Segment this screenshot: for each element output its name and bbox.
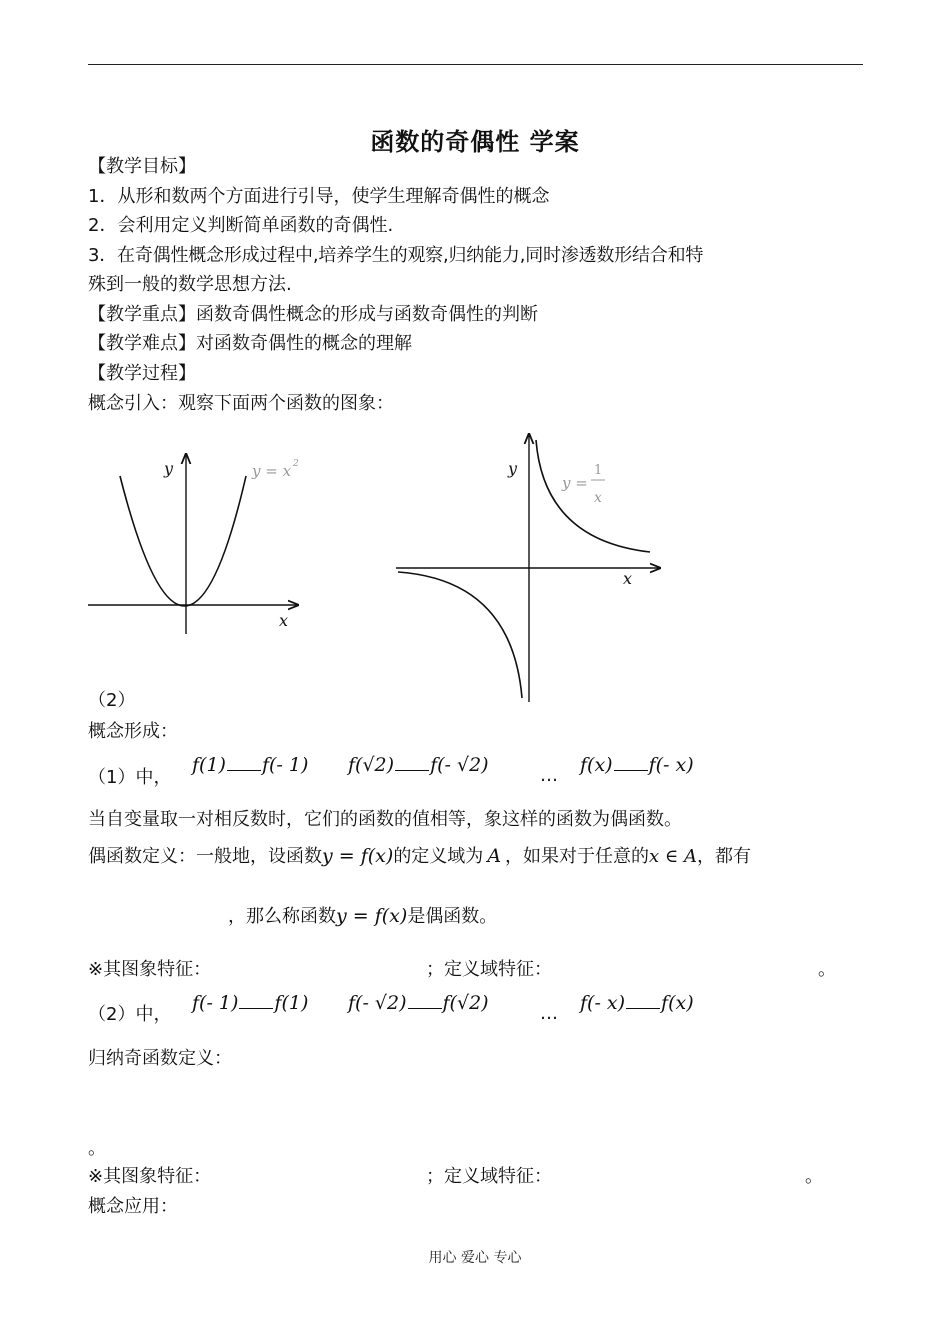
- hyperbola-branch-negative: [398, 572, 522, 698]
- goal-1: 1．从形和数两个方面进行引导，使学生理解奇偶性的概念: [88, 186, 550, 207]
- even-definition: [88, 843, 751, 870]
- f-of-minus-1: f(- 1): [192, 992, 239, 1014]
- answer-blank[interactable]: [395, 752, 429, 771]
- y-axis-label: y: [164, 459, 174, 478]
- odd-definition: 归纳奇函数定义：: [88, 1048, 232, 1069]
- part2-prefix: （2）中，: [88, 1004, 172, 1025]
- even-definition-cont: [228, 903, 497, 930]
- goal-2: 2．会利用定义判断简单函数的奇偶性.: [88, 215, 394, 236]
- even-compare-3: [580, 752, 694, 776]
- parabola-curve: [120, 476, 246, 606]
- part1-prefix: （1）中，: [88, 767, 172, 788]
- hyperbola-branch-positive: [536, 440, 650, 552]
- answer-blank[interactable]: [239, 990, 273, 1009]
- answer-blank[interactable]: [614, 752, 648, 771]
- f-of-1: f(1): [274, 992, 309, 1014]
- even-def-text-a: 偶函数定义：一般地，设函数: [88, 846, 322, 867]
- concept-application: 概念应用：: [88, 1196, 178, 1217]
- curve-denominator: x: [594, 490, 602, 506]
- odd-feature-end: 。: [805, 1166, 823, 1187]
- goal-heading: 【教学目标】: [88, 156, 196, 177]
- even-feature-end: 。: [818, 959, 836, 980]
- label-2: （2）: [88, 690, 136, 711]
- odd-feature-label: ※其图象特征：: [88, 1166, 212, 1187]
- curve-numerator: 1: [594, 463, 603, 478]
- even-compare-2: [348, 752, 489, 776]
- even-def-text-c: ，如果对于任意的: [505, 846, 650, 867]
- even-def-text-e: ，那么称函数: [228, 906, 336, 927]
- x-in-A: x ∈ A: [649, 846, 697, 867]
- f-of-minus-1: f(- 1): [261, 754, 309, 776]
- page-footer: 用心 爱心 专心: [428, 1250, 522, 1266]
- odd-domain-label: ；定义域特征：: [426, 1166, 552, 1187]
- f-of-x: f(x): [580, 754, 613, 776]
- answer-blank[interactable]: [626, 990, 660, 1009]
- f-of-x: f(x): [661, 992, 694, 1014]
- odd-compare-1: [192, 990, 308, 1014]
- teaching-process: 【教学过程】: [88, 363, 196, 384]
- page-title: 函数的奇偶性 学案: [370, 128, 580, 156]
- even-def-text-b: 的定义域为: [393, 846, 484, 867]
- f-of-1: f(1): [192, 754, 226, 776]
- even-domain-label: ；定义域特征：: [426, 959, 552, 980]
- even-compare-1: [192, 752, 308, 776]
- curve-exponent: 2: [293, 459, 299, 469]
- goal-3a: 3．在奇偶性概念形成过程中,培养学生的观察,归纳能力,同时渗透数形结合和特: [88, 245, 704, 266]
- teaching-focus: 【教学重点】函数奇偶性概念的形成与函数奇偶性的判断: [88, 304, 538, 325]
- teaching-difficulty: 【教学难点】对函数奇偶性的概念的理解: [88, 333, 412, 354]
- curve-label: y =: [562, 474, 588, 492]
- f-of-minus-sqrt2: f(- √2): [430, 754, 489, 776]
- f-of-minus-x: f(- x): [580, 992, 626, 1014]
- f-of-minus-x: f(- x): [648, 754, 694, 776]
- ellipsis: …: [540, 1003, 558, 1024]
- odd-compare-2: [348, 990, 489, 1014]
- domain-A: A: [487, 845, 502, 867]
- even-def-text-d: ，都有: [696, 846, 751, 867]
- answer-blank[interactable]: [227, 752, 261, 771]
- y-axis-label: y: [508, 459, 518, 478]
- goal-3b: 殊到一般的数学思想方法.: [88, 274, 292, 295]
- f-of-sqrt2: f(√2): [442, 992, 489, 1014]
- f-of-sqrt2: f(√2): [348, 754, 395, 776]
- even-feature-label: ※其图象特征：: [88, 959, 212, 980]
- f-of-minus-sqrt2: f(- √2): [348, 992, 407, 1014]
- ellipsis: …: [540, 765, 558, 786]
- graph-reciprocal: [394, 430, 669, 705]
- x-axis-label: x: [279, 611, 289, 630]
- concept-intro: 概念引入：观察下面两个函数的图象：: [88, 393, 394, 414]
- function-y-fx: y = f(x): [336, 905, 408, 927]
- graph-parabola: [84, 446, 314, 646]
- function-y-fx: y = f(x): [322, 845, 394, 867]
- odd-period: 。: [88, 1138, 106, 1159]
- even-observation: 当自变量取一对相反数时，它们的函数的值相等，象这样的函数为偶函数。: [88, 809, 682, 830]
- odd-compare-3: [580, 990, 694, 1014]
- curve-label: y = x: [252, 462, 292, 480]
- header-rule: [88, 64, 863, 65]
- x-axis-label: x: [623, 569, 633, 588]
- even-def-text-f: 是偶函数。: [407, 906, 498, 927]
- answer-blank[interactable]: [408, 990, 442, 1009]
- concept-formation: 概念形成：: [88, 721, 178, 742]
